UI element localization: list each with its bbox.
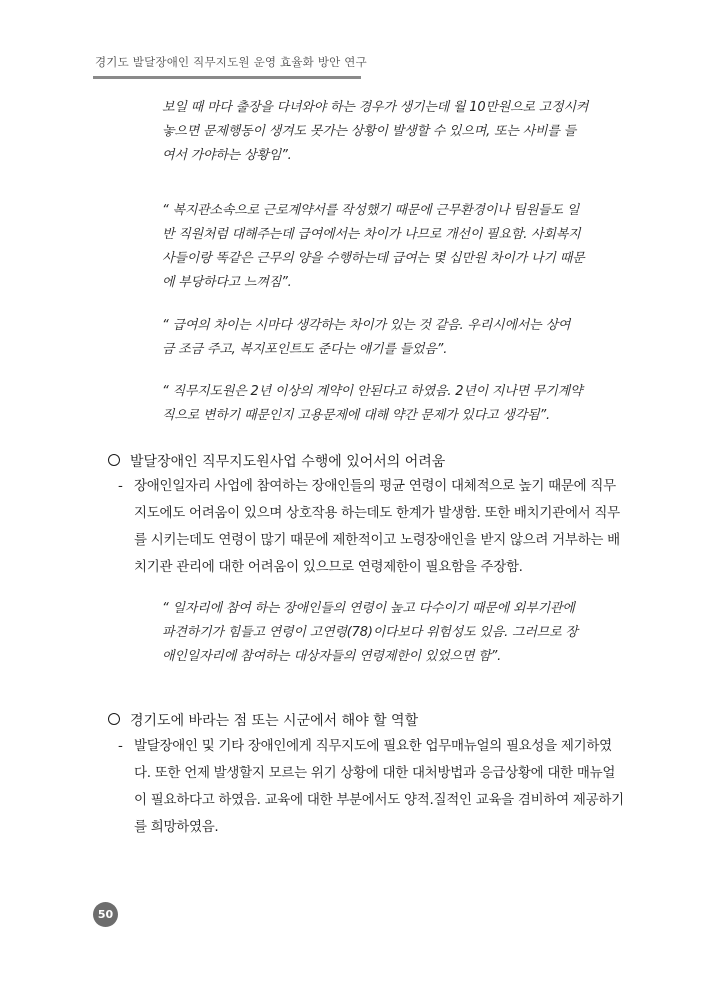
paragraph-line: 를 시키는데도 연령이 많기 때문에 제한적이고 노령장애인을 받지 않으려 거부하는 배	[134, 532, 620, 548]
paragraph-line	[118, 473, 628, 500]
section-heading-text: 경기도에 바라는 점 또는 시군에서 해야 할 역할	[130, 713, 419, 729]
quote-line: “ 복지관소속으로 근로계약서를 작성했기 때문에 근무환경이나 팀원들도 일	[162, 203, 580, 218]
running-header: 경기도 발달장애인 직무지도원 운영 효율화 방안 연구	[95, 55, 367, 69]
quote-line: “ 급여의 차이는 시마다 생각하는 차이가 있는 것 같음. 우리시에서는 상여	[162, 318, 571, 333]
paragraph-line: 를 희망하였음.	[134, 819, 219, 835]
header-rule	[93, 76, 361, 79]
quote-line: 반 직원처럼 대해주는데 급여에서는 차이가 나므로 개선이 필요함. 사회복지	[162, 227, 581, 242]
interview-quote-3	[162, 314, 592, 362]
paragraph-line: 치기관 관리에 대한 어려움이 있으므로 연령제한이 필요함을 주장함.	[134, 559, 523, 575]
quote-line: 파견하기가 힘들고 연령이 고연령(78)이다보다 위험성도 있음. 그러므로 장	[162, 625, 578, 640]
dash-bullet: -	[118, 478, 123, 494]
quote-line: 금 조금 주고, 복지포인트도 준다는 얘기를 들었음”.	[162, 342, 448, 357]
interview-quote-2	[162, 199, 592, 295]
interview-quote-1	[162, 96, 592, 168]
quote-line: 사들이랑 똑같은 근무의 양을 수행하는데 급여는 몇 십만원 차이가 나기 때문	[162, 251, 585, 266]
interview-quote-5	[162, 597, 592, 669]
paragraph-line: 이 필요하다고 하였음. 교육에 대한 부분에서도 양적.질적인 교육을 겸비하여 제공하기	[134, 792, 624, 808]
quote-line: 에 부당하다고 느껴짐”.	[162, 275, 292, 290]
quote-line: “ 직무지도원은 2년 이상의 계약이 안된다고 하였음. 2년이 지나면 무기계약	[162, 384, 583, 399]
section-heading-text: 발달장애인 직무지도원사업 수행에 있어서의 어려움	[130, 454, 446, 470]
quote-line: 보일 때 마다 출장을 다녀와야 하는 경우가 생기는데 월 10만원으로 고정시켜	[162, 100, 589, 115]
paragraph-line	[118, 733, 628, 760]
paragraph-line-text: 발달장애인 및 기타 장애인에게 직무지도에 필요한 업무매뉴얼의 필요성을 제기하였	[134, 738, 612, 754]
section-paragraph-role	[118, 733, 628, 841]
paragraph-line-text: 장애인일자리 사업에 참여하는 장애인들의 평균 연령이 대체적으로 높기 때문에 직무	[134, 478, 616, 494]
page-number: 50	[97, 908, 114, 921]
quote-line: 여서 가야하는 상황임”.	[162, 148, 292, 163]
section-heading-role	[108, 710, 418, 730]
interview-quote-4	[162, 380, 592, 428]
circle-bullet-icon	[108, 454, 120, 466]
quote-line: 직으로 변하기 때문인지 고용문제에 대해 약간 문제가 있다고 생각됨”.	[162, 408, 550, 423]
section-paragraph-difficulties	[118, 473, 628, 581]
quote-line: “ 일자리에 참여 하는 장애인들의 연령이 높고 다수이기 때문에 외부기관에	[162, 601, 575, 616]
section-heading-difficulties	[108, 451, 445, 471]
paragraph-line: 지도에도 어려움이 있으며 상호작용 하는데도 한계가 발생함. 또한 배치기관에서 직무	[134, 505, 620, 521]
dash-bullet: -	[118, 738, 123, 754]
quote-line: 놓으면 문제행동이 생겨도 못가는 상황이 발생할 수 있으며, 또는 사비를 들	[162, 124, 576, 139]
circle-bullet-icon	[108, 713, 120, 725]
quote-line: 애인일자리에 참여하는 대상자들의 연령제한이 있었으면 함”.	[162, 649, 502, 664]
page-number-badge	[93, 902, 118, 927]
paragraph-line: 다. 또한 언제 발생할지 모르는 위기 상황에 대한 대처방법과 응급상황에 대한 매뉴얼	[134, 765, 616, 781]
